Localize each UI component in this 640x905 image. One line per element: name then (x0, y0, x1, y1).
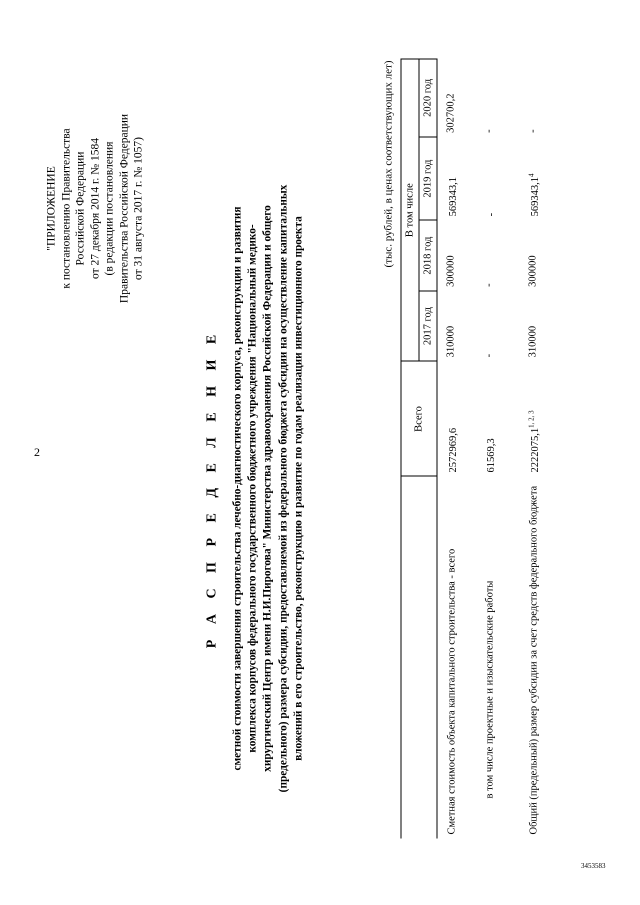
table-row (481, 59, 525, 839)
header-year: 2020 год (419, 59, 437, 137)
units-note: (тыс. рублей, в ценах соответствующих лет) (382, 60, 395, 267)
row-label: Общий (предельный) размер субсидии за счет средств федерального бюджета (528, 485, 539, 834)
cell-2020: 302700,2 (445, 92, 457, 133)
footnote-ref: 4 (527, 172, 535, 177)
document-title: Р А С П Р Е Д Е Л Е Н И Е (204, 328, 220, 648)
cell-total (525, 361, 569, 476)
page-number: 2 (34, 445, 40, 459)
subtitle-line: хирургический Центр имени Н.И.Пирогова" Министерства здравоохранения Российской Федерации и общего (261, 204, 274, 772)
footnote-ref: 1, 2, 3 (527, 409, 535, 428)
cell-2019 (481, 136, 525, 220)
appendix-line: от 27 декабря 2014 г. № 1584 (89, 137, 101, 279)
cell-2017: 310000 (445, 325, 457, 357)
document-code: 3453583 (581, 862, 606, 870)
header-total: Всего (401, 361, 437, 476)
cell-value: 61569,3 (485, 437, 497, 472)
header-group: В том числе (401, 59, 419, 361)
cell-2018: - (483, 282, 494, 287)
appendix-line: (в редакции постановления (103, 141, 116, 275)
cell-value: - (485, 212, 497, 216)
appendix-stamp (45, 58, 147, 358)
document-subtitle (231, 158, 307, 818)
cell-total (481, 361, 525, 476)
appendix-line: Правительства Российской Федерации (118, 113, 130, 303)
row-label: в том числе проектные и изыскательские работы (484, 580, 495, 798)
cell-2017: 310000 (527, 325, 538, 357)
cell-2019 (525, 136, 569, 220)
subtitle-line: (предельного) размера субсидии, предоставляемой из федерального бюджета субсидии на осуществление капитальных (277, 184, 290, 792)
cell-value: 2572969,6 (448, 427, 459, 472)
header-year: 2019 год (419, 136, 437, 220)
row-label: Сметная стоимость объекта капитального строительства - всего (446, 548, 458, 834)
cell-value: 569343,1 (448, 176, 459, 216)
appendix-line: к постановлению Правительства (60, 127, 72, 289)
cell-2017: - (483, 353, 494, 357)
subtitle-line: комплекса корпусов федерального государственного бюджетного учреждения "Национальный медико- (246, 223, 259, 753)
header-year: 2017 год (419, 290, 437, 361)
landscape-sheet (33, 18, 608, 888)
cell-value: 569343,1 (529, 176, 541, 216)
cell-total (437, 361, 481, 476)
cell-2020: - (483, 128, 494, 133)
cell-2018: 300000 (527, 254, 538, 287)
table-row (525, 59, 569, 839)
subtitle-line: сметной стоимости завершения строительства лечебно-диагностического корпуса, реконструкции и развития (231, 205, 244, 771)
cell-2019 (437, 136, 481, 220)
table-row (437, 59, 481, 839)
distribution-table (401, 58, 570, 838)
document-heading (205, 158, 307, 818)
cell-2018: 300000 (445, 254, 457, 287)
header-year: 2018 год (419, 220, 437, 291)
appendix-line: "ПРИЛОЖЕНИЕ (45, 165, 58, 251)
appendix-line: Российской Федерации (74, 151, 87, 265)
header-label-blank (401, 476, 437, 838)
cell-2020: - (527, 128, 538, 133)
subtitle-line: вложений в его строительство, реконструкцию и развитие по годам реализации инвестиционного проекта (292, 215, 305, 761)
appendix-line: от 31 августа 2017 г. № 1057) (132, 136, 145, 280)
cell-value: 2222075,1 (529, 427, 541, 472)
